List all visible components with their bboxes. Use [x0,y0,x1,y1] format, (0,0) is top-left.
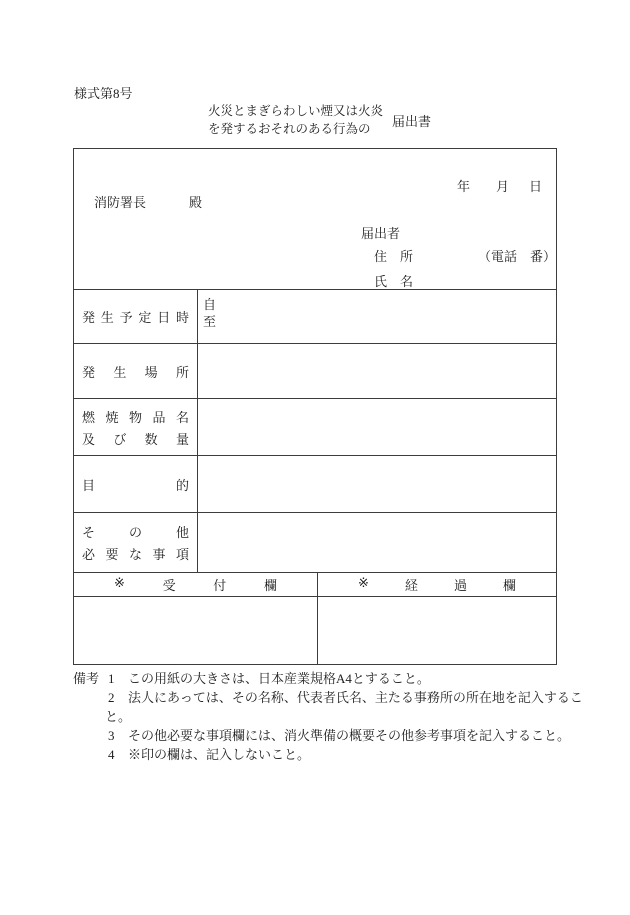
row-occurrence-datetime [74,289,556,343]
note-number: 1 [108,671,115,686]
label-text: 発 生 場 所 [82,364,189,380]
from-label: 自 [203,297,217,312]
note-4 [73,745,618,764]
value-burning-items [198,399,556,455]
header-cell [74,149,556,289]
note-number: 3 [108,728,115,743]
row-other-matters [74,512,556,572]
value-purpose [198,456,556,512]
label-text: 燃 焼 物 品 名 [82,409,189,425]
form-table [73,148,557,665]
row-label-occurrence-datetime [74,290,198,343]
label-text: そ の 他 [82,525,189,540]
progress-header-text: ※ 経 過 欄 [358,575,516,593]
value-other-matters [198,513,556,572]
notifier-label: 届出者 [361,226,401,241]
month-label: 月 [495,179,509,194]
name-label: 氏 名 [374,274,414,289]
note-1 [73,669,618,688]
reception-header-text: ※ 受 付 欄 [114,575,277,593]
row-label-burning-items [74,399,198,455]
progress-column-header [318,573,556,596]
row-label-purpose [74,456,198,512]
day-label: 日 [528,179,542,194]
progress-cell [318,597,556,664]
date-line [457,176,542,195]
note-text: ※印の欄は、記入しないこと。 [128,747,311,762]
note-text: その他必要な事項欄には、消火準備の概要その他参考事項を記入すること。 [128,728,571,743]
honorific-label: 殿 [189,195,203,210]
note-number: 4 [108,747,115,762]
note-number: 2 [108,690,115,705]
row-burning-items [74,398,556,455]
addressee-line [94,192,202,211]
title-suffix: 届出書 [392,113,432,129]
note-2-continuation: と。 [105,709,132,724]
label-text: 目 的 [82,477,189,493]
reception-cell [74,597,318,664]
notes [73,669,618,764]
label-text: 及 び 数 量 [82,431,189,447]
note-2 [73,688,618,707]
value-occurrence-datetime [198,290,556,343]
note-text: この用紙の大きさは、日本産業規格A4とすること。 [128,671,430,686]
form-title [208,102,431,138]
form-number: 様式第8号 [74,86,133,101]
row-purpose [74,455,556,512]
title-line-2: を発するおそれのある行為の [208,122,371,136]
notes-label: 備考 [73,671,100,686]
label-text: 発 生 予 定 日 時 [82,310,189,325]
title-line-1: 火災とまぎらわしい煙又は火炎 [208,104,384,118]
stamp-body-row [74,596,556,664]
label-text: 必 要 な 事 項 [82,547,189,562]
stamp-header-row [74,572,556,596]
reception-column-header [74,573,318,596]
row-occurrence-place [74,343,556,398]
row-label-occurrence-place [74,344,198,398]
note-3 [73,726,618,745]
title-lines [208,102,383,138]
value-occurrence-place [198,344,556,398]
address-label: 住 所 [374,249,414,264]
note-text: 法人にあっては、その名称、代表者氏名、主たる事務所の所在地を記入するこ [128,690,583,705]
to-label: 至 [203,314,217,329]
from-to-labels [198,290,556,330]
year-label: 年 [456,179,470,194]
phone-label: （電話 番） [478,249,557,264]
row-label-other-matters [74,513,198,572]
addressee-label: 消防署長 [94,195,147,210]
